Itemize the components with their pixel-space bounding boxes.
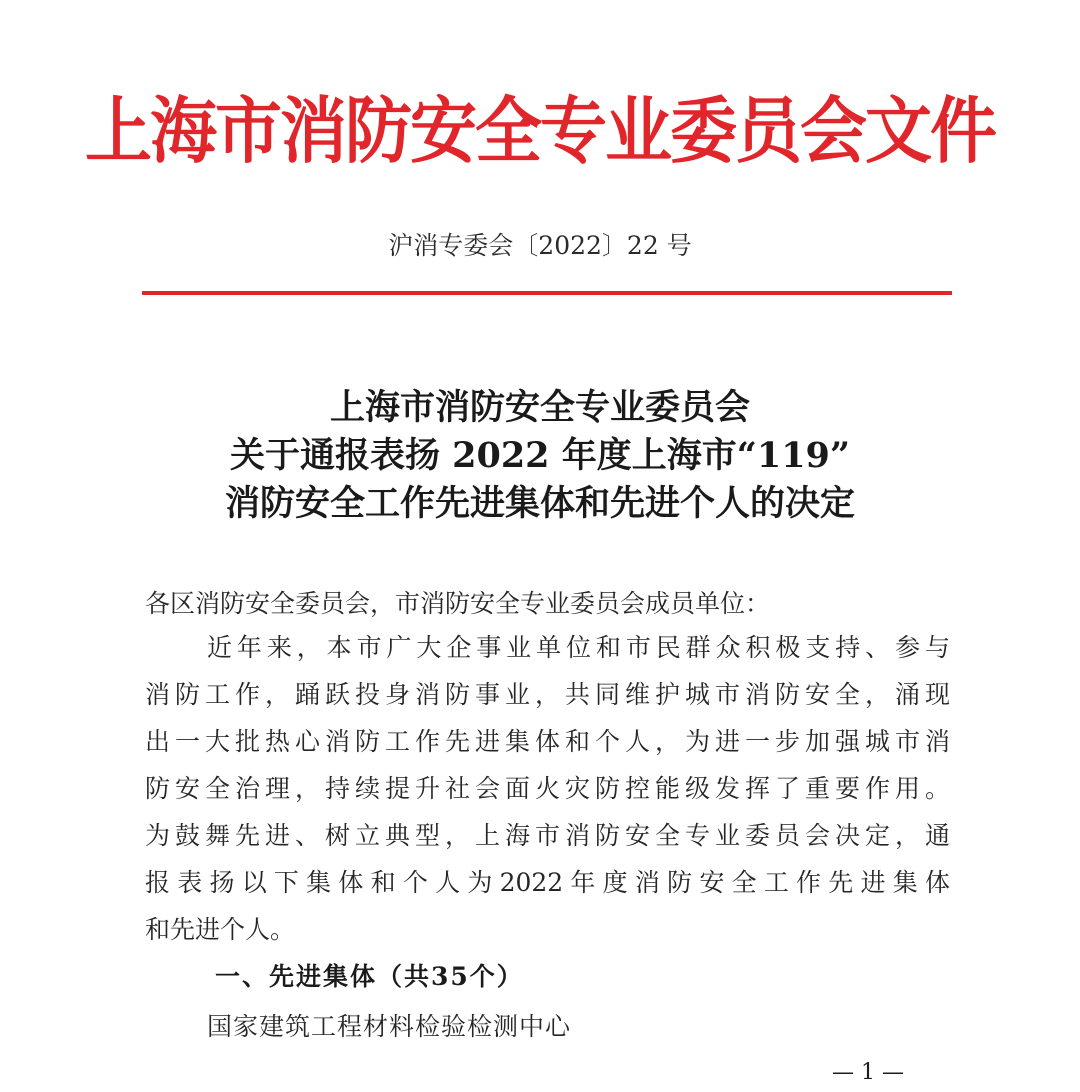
section-heading: 一、先进集体（共35个） [215,962,524,991]
paragraph-line: 出一大批热心消防工作先进集体和个人，为进一步加强城市消 [145,727,950,756]
paragraph-line: 为鼓舞先进、树立典型，上海市消防安全专业委员会决定，通 [145,821,950,850]
salutation: 各区消防安全委员会，市消防安全专业委员会成员单位： [145,589,771,618]
list-item: 国家建筑工程材料检验检测中心 [207,1012,572,1041]
document-title-line-1: 上海市消防安全专业委员会 [329,387,750,428]
paragraph-line: 防安全治理，持续提升社会面火灾防控能级发挥了重要作用。 [145,774,950,803]
document-title-line-3: 消防安全工作先进集体和先进个人的决定 [224,483,855,524]
red-divider-line [142,291,952,295]
paragraph-line: 报表扬以下集体和个人为2022年度消防安全工作先进集体 [145,868,950,897]
paragraph-line: 和先进个人。 [145,915,296,944]
paragraph-line: 近年来，本市广大企事业单位和市民群众积极支持、参与 [207,633,950,662]
document-title-line-2: 关于通报表扬 2022 年度上海市“119” [229,435,851,476]
document-masthead: 上海市消防安全专业委员会文件 [85,88,995,174]
paragraph-line: 消防工作，踊跃投身消防事业，共同维护城市消防安全，涌现 [145,680,950,709]
page-number: — 1 — [832,1060,904,1085]
document-number: 沪消专委会〔2022〕22 号 [388,231,692,260]
